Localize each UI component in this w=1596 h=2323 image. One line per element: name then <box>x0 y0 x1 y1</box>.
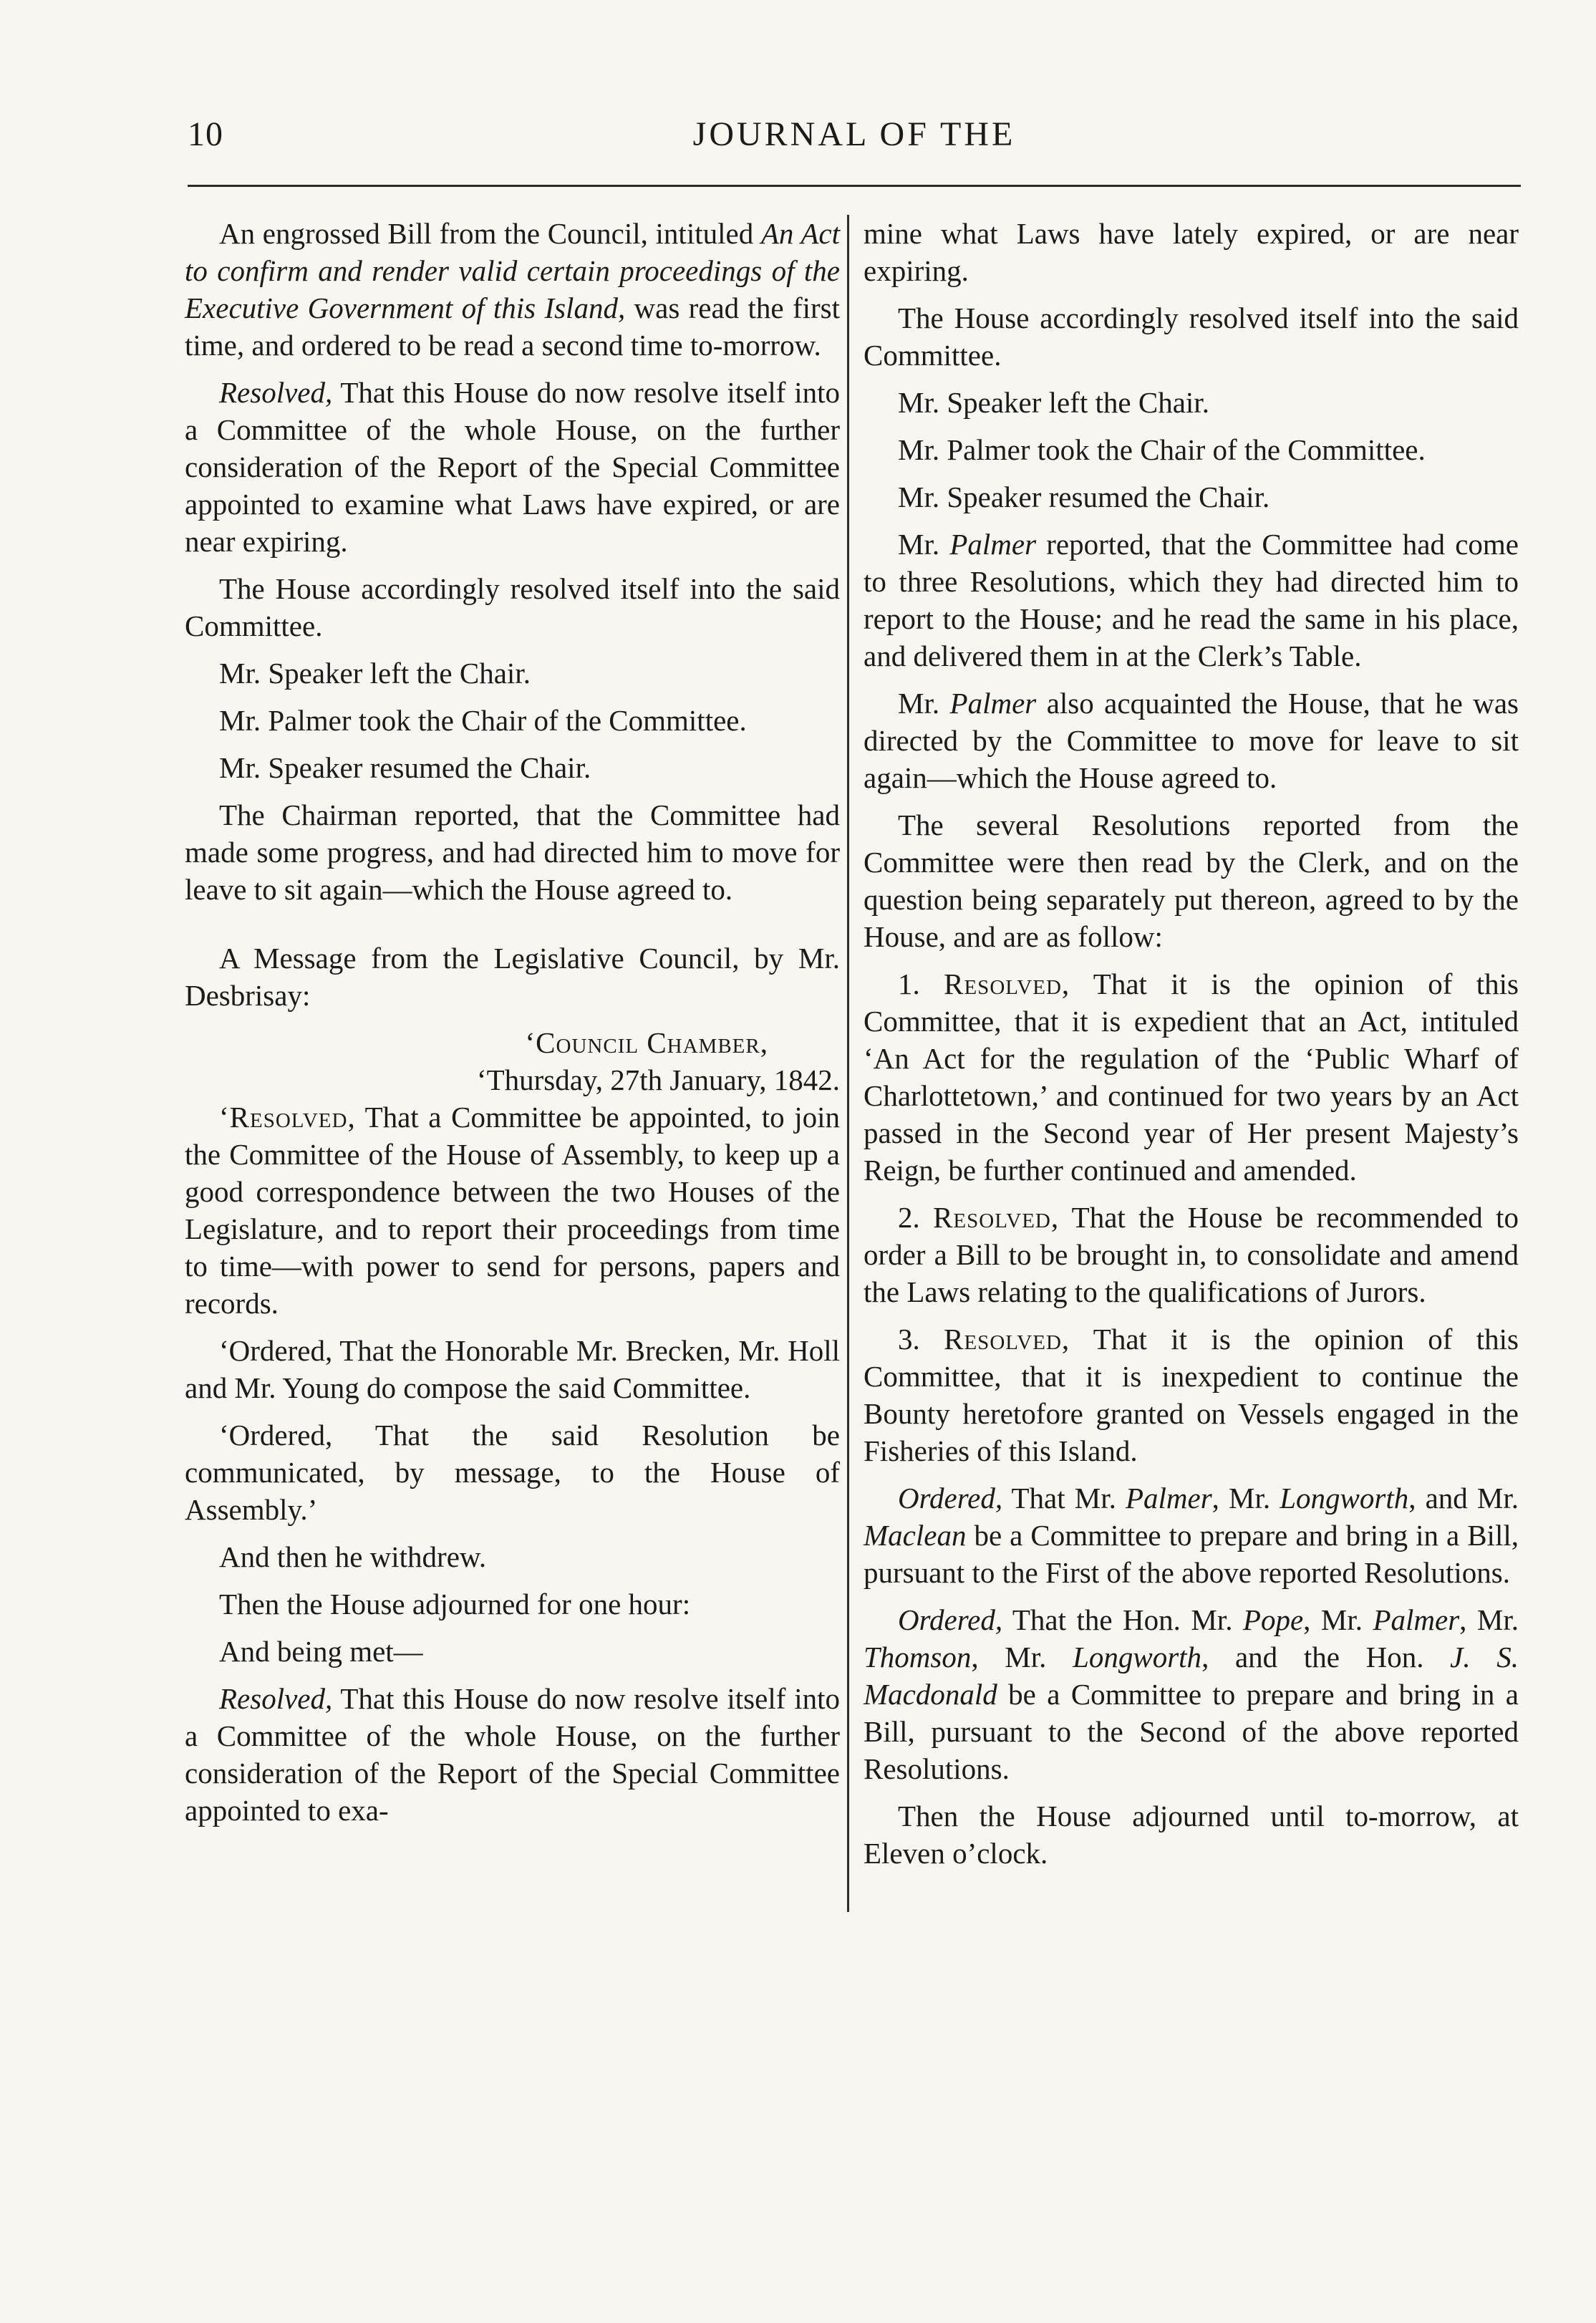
paragraph-message: A Message from the Legislative Council, by Mr. Desbrisay: <box>185 942 840 1012</box>
paragraph: Mr. Palmer took the Chair of the Committee. <box>219 704 747 737</box>
paragraph: ‘Ordered, That the said Resolution be communicated, by message, to the House of Assembly.’ <box>185 1419 840 1526</box>
paragraph: And then he withdrew. <box>219 1540 487 1573</box>
page-header <box>188 115 1521 172</box>
right-column <box>864 215 1519 1882</box>
paragraph: Mr. Speaker resumed the Chair. <box>898 480 1270 513</box>
paragraph-ordered: Ordered, That the Hon. Mr. Pope, Mr. Palmer, Mr. Thomson, Mr. Longworth, and the Hon. J. S. Macdonald be a Committee to prepare and bring in a Bill, pursuant to the Second of the above reported Resolutions. <box>864 1603 1519 1785</box>
paragraph: And being met— <box>219 1635 423 1668</box>
paragraph: The several Resolutions reported from the Committee were then read by the Clerk, and on the question being separately put thereon, agreed to by the House, and are as follow: <box>864 808 1519 953</box>
paragraph-ordered: Ordered, That Mr. Palmer, Mr. Longworth, and Mr. Maclean be a Committee to prepare and bring in a Bill, pursuant to the First of the above reported Resolutions. <box>864 1482 1519 1589</box>
resolution-3: 3. Resolved, That it is the opinion of this Committee, that it is inexpedient to continue the Bounty heretofore granted on Vessels engaged in the Fisheries of this Island. <box>864 1323 1519 1467</box>
message-place: ‘Council Chamber, <box>525 1026 768 1059</box>
paragraph: The Chairman reported, that the Committee had made some progress, and had directed him to move for leave to sit again—which the House agreed to. <box>185 798 840 906</box>
page-number: 10 <box>188 115 223 153</box>
paragraph: Mr. Palmer took the Chair of the Committee. <box>898 433 1426 466</box>
paragraph-adjourned: Then the House adjourned until to-morrow, at Eleven o’clock. <box>864 1800 1519 1870</box>
left-column <box>185 215 840 1839</box>
paragraph: Mr. Speaker left the Chair. <box>898 386 1209 419</box>
paragraph-resolved: Resolved, That this House do now resolve itself into a Committee of the whole House, on the further consideration of the Report of the Special Committee appointed to examine what Laws have expired, or are near expiring. <box>185 376 840 558</box>
paragraph: The House accordingly resolved itself into the said Committee. <box>864 301 1519 372</box>
paragraph: mine what Laws have lately expired, or are near expiring. <box>864 217 1519 287</box>
paragraph-engrossed-bill: An engrossed Bill from the Council, intituled An Act to confirm and render valid certain proceedings of the Executive Government of this Island, was read the first time, and ordered to be read a second time to-morrow. <box>185 217 841 362</box>
paragraph-resolved: Resolved, That this House do now resolve itself into a Committee of the whole House, on the further consideration of the Report of the Special Committee appointed to exa- <box>185 1682 840 1827</box>
resolution-2: 2. Resolved, That the House be recommended to order a Bill to be brought in, to consolidate and amend the Laws relating to the qualifications of Jurors. <box>864 1201 1519 1308</box>
paragraph: The House accordingly resolved itself into the said Committee. <box>185 572 840 642</box>
header-rule <box>188 185 1521 187</box>
column-divider <box>847 215 849 1912</box>
message-date: ‘Thursday, 27th January, 1842. <box>476 1063 840 1096</box>
paragraph-council-resolution: ‘Resolved, That a Committee be appointed, to join the Committee of the House of Assembly, to keep up a good correspondence between the two Houses of the Legislature, and to report their proceedings from time to time—with power to send for persons, papers and records. <box>185 1101 840 1320</box>
paragraph: Mr. Palmer reported, that the Committee had come to three Resolutions, which they had directed him to report to the House; and he read the same in his place, and delivered them in at the Clerk’s Table. <box>864 528 1519 672</box>
paragraph: Then the House adjourned for one hour: <box>219 1588 691 1621</box>
paragraph: Mr. Palmer also acquainted the House, that he was directed by the Committee to move for leave to sit again—which the House agreed to. <box>864 687 1519 794</box>
paragraph: Mr. Speaker left the Chair. <box>219 657 531 690</box>
running-title: JOURNAL OF THE <box>692 115 1016 153</box>
resolution-1: 1. Resolved, That it is the opinion of this Committee, that it is expedient that an Act, intituled ‘An Act for the regulation of the ‘Public Wharf of Charlottetown,’ and continued for two years by an Act passed in the Second year of Her present Majesty’s Reign, be further continued and amended. <box>864 967 1519 1187</box>
paragraph: ‘Ordered, That the Honorable Mr. Brecken, Mr. Holl and Mr. Young do compose the said Committee. <box>185 1334 840 1404</box>
paragraph: Mr. Speaker resumed the Chair. <box>219 751 591 784</box>
bill-title: An Act to confirm and render valid certain proceedings of the Executive Government of this Island, <box>185 217 841 324</box>
